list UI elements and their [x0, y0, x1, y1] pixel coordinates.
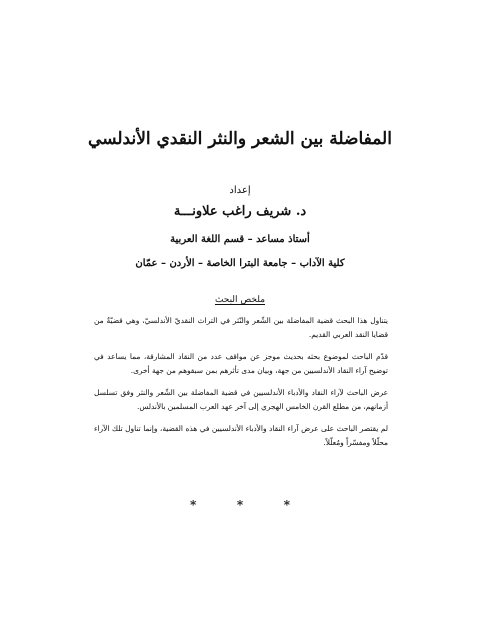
- abstract-paragraph: قدّم الباحث لموضوع بحثه بحديث موجز عن مواقف عدد من النقاد المشارقة، مما يساعد في توضيح آراء النقاد الأندلسيين من جهة، وبيان مدى تأثرهم بمن سبقوهم من جهة أخرى.: [94, 352, 388, 375]
- author-name: د. شريف راغب علاونـــة: [173, 204, 307, 219]
- author-institution: كلية الآداب – جامعة البترا الخاصة – الأردن – عمّان: [135, 258, 345, 269]
- prepared-by-label: إعداد: [229, 185, 251, 196]
- author-position: أستاذ مساعد – قسم اللغة العربية: [170, 234, 310, 245]
- ornament-star: *: [236, 498, 244, 512]
- ornament-star: *: [283, 498, 290, 512]
- abstract-heading: ملخص البحث: [214, 295, 266, 305]
- abstract-paragraph: لم يقتصر الباحث على عرض آراء النقاد والأدباء الأندلسيين في هذه القضية، وإنما تناول تلك الآراء محلّلاً ومفسّراً ومُعلّلاً.: [94, 424, 388, 447]
- ornament-star: *: [190, 498, 197, 512]
- abstract-body: [94, 314, 388, 458]
- section-ornament: [190, 498, 290, 512]
- abstract-paragraph: يتناول هذا البحث قضية المفاضلة بين الشّعر والنّثر في التراث النقديّ الأندلسيّ، وهي قضيّةٌ من قضايا النقد العربي القديم.: [94, 316, 388, 339]
- article-title: المفاضلة بين الشعر والنثر النقدي الأندلسي: [88, 129, 392, 149]
- abstract-paragraph: عرض الباحث لآراء النقاد والأدباء الأندلسيين في قضية المفاضلة بين الشّعر والنثر وفق تسلسل أزمانهم، من مطلع القرن الخامس الهجري إلى آخر عهد العرب المسلمين بالأندلس.: [94, 388, 388, 411]
